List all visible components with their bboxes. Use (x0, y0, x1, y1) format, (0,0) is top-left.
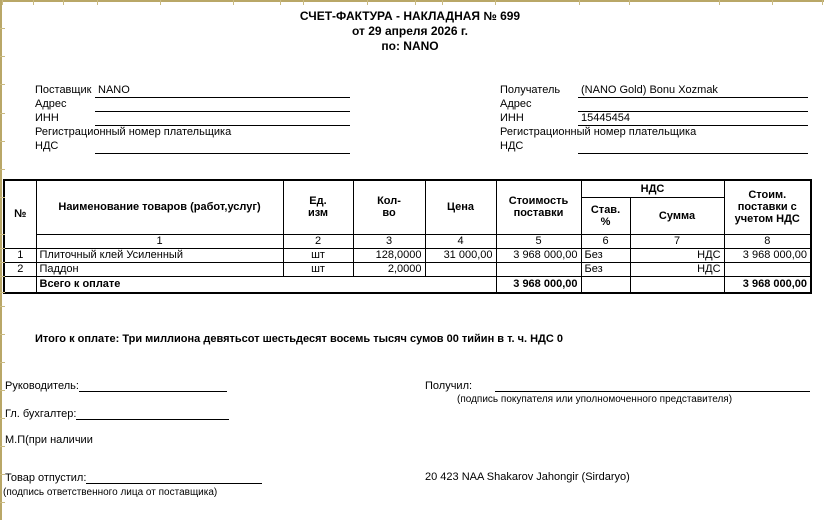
accountant-signature-row (5, 407, 229, 420)
grid-tick (0, 446, 5, 447)
grid-tick (0, 502, 5, 503)
grid-tick (719, 0, 720, 5)
item-vat-sum: НДС (630, 262, 724, 276)
grid-tick (579, 0, 580, 5)
col-num-3: 3 (353, 234, 425, 248)
grid-tick (63, 0, 64, 5)
grid-tick (415, 0, 416, 5)
item-qty: 2,0000 (353, 262, 425, 276)
director-signature-row (5, 379, 227, 392)
grid-tick (33, 0, 34, 5)
col-header-vat-sum: Сумма (630, 197, 724, 234)
item-vat-rate: Без (581, 248, 630, 262)
item-row (4, 262, 811, 276)
receiver-address-field (578, 98, 808, 112)
supplier-address-label: Адрес (35, 98, 67, 110)
grid-tick (280, 0, 281, 5)
grid-tick (0, 390, 5, 391)
receiver-reg-label: Регистрационный номер плательщика (500, 126, 697, 138)
item-unit: шт (283, 262, 353, 276)
receiver-label: Получатель (500, 84, 561, 96)
item-total: 3 968 000,00 (724, 248, 811, 262)
supplier-block (35, 84, 350, 154)
director-label: Руководитель: (5, 380, 79, 392)
item-total (724, 262, 811, 276)
item-unit: шт (283, 248, 353, 262)
stamp-row (5, 434, 101, 446)
supplier-inn-label: ИНН (35, 112, 59, 124)
grid-tick (822, 0, 823, 5)
releaser-name: 20 423 NAA Shakarov Jahongir (Sirdaryo) (425, 471, 630, 483)
invoice-title-block (0, 9, 820, 54)
received-signature-row (425, 379, 810, 392)
col-num-5: 5 (496, 234, 581, 248)
receiver-vat-field (578, 140, 808, 154)
grid-tick (0, 28, 5, 29)
grid-tick (0, 197, 5, 198)
column-number-row (4, 234, 811, 248)
supplier-address-field (95, 98, 350, 112)
grid-tick (0, 169, 5, 170)
grid-tick (0, 248, 5, 249)
director-signature-line (79, 379, 227, 392)
supplier-label: Поставщик (35, 84, 92, 96)
grid-tick (0, 306, 5, 307)
total-row-num-cell (4, 276, 36, 293)
grid-tick (0, 113, 5, 114)
col-num-1: 1 (36, 234, 283, 248)
grid-tick (0, 418, 5, 419)
grid-tick (772, 0, 773, 5)
col-header-amount: Стоимость поставки (496, 180, 581, 234)
col-header-vat-rate: Став. % (581, 197, 630, 234)
invoice-warehouse: по: NANO (381, 39, 439, 53)
item-vat-rate: Без (581, 262, 630, 276)
released-signature-line (86, 471, 262, 484)
grid-tick (495, 0, 496, 5)
grid-tick (303, 0, 304, 5)
col-header-unit: Ед. изм (283, 180, 353, 234)
grid-tick (0, 276, 5, 277)
col-header-vat-group: НДС (581, 180, 724, 197)
total-row-label: Всего к оплате (36, 276, 496, 293)
col-num-4: 4 (425, 234, 496, 248)
received-caption: (подпись покупателя или уполномоченного представителя) (457, 394, 733, 405)
grid-tick (0, 334, 5, 335)
col-num-8: 8 (724, 234, 811, 248)
item-price (425, 262, 496, 276)
receiver-inn-field: 15445454 (578, 112, 808, 126)
receiver-vat-label: НДС (500, 140, 524, 152)
supplier-vat-label: НДС (35, 140, 59, 152)
col-header-price: Цена (425, 180, 496, 234)
col-num-6: 6 (581, 234, 630, 248)
grid-tick (0, 234, 5, 235)
total-in-words: Итого к оплате: Три миллиона девятьсот шестьдесят восемь тысяч сумов 00 тийин в т. ч. НДС 0 (35, 333, 564, 345)
accountant-label: Гл. бухгалтер: (5, 408, 77, 420)
item-amount (496, 262, 581, 276)
received-signature-line (495, 379, 810, 392)
receiver-name-field: (NANO Gold) Bonu Xozmak (578, 84, 808, 98)
col-header-total: Стоим. поставки с учетом НДС (724, 180, 811, 234)
grid-tick (0, 292, 5, 293)
item-qty: 128,0000 (353, 248, 425, 262)
item-price: 31 000,00 (425, 248, 496, 262)
col-header-no: № (4, 180, 36, 248)
grid-tick (97, 0, 98, 5)
total-vat-sum-cell (630, 276, 724, 293)
col-num-7: 7 (630, 234, 724, 248)
total-row (4, 276, 811, 293)
sheet-top-border (0, 0, 824, 2)
supplier-name-field: NANO (95, 84, 350, 98)
item-num: 1 (4, 248, 36, 262)
received-label: Получил: (425, 380, 473, 392)
grid-tick (0, 474, 5, 475)
total-with-vat: 3 968 000,00 (724, 276, 811, 293)
released-signature-row (5, 471, 262, 484)
col-header-name: Наименование товаров (работ,услуг) (36, 180, 283, 234)
grid-tick (0, 56, 5, 57)
grid-tick (2, 0, 3, 5)
released-caption: (подпись ответственного лица от поставщика) (3, 487, 218, 498)
item-name: Плиточный клей Усиленный (36, 248, 283, 262)
item-num: 2 (4, 262, 36, 276)
invoice-date: от 29 апреля 2026 г. (352, 24, 468, 38)
grid-tick (0, 141, 5, 142)
receiver-block (500, 84, 808, 154)
grid-tick (367, 0, 368, 5)
grid-tick (442, 0, 443, 5)
item-row (4, 248, 811, 262)
accountant-signature-line (76, 407, 229, 420)
item-name: Паддон (36, 262, 283, 276)
col-num-2: 2 (283, 234, 353, 248)
receiver-inn-label: ИНН (500, 112, 524, 124)
grid-tick (0, 262, 5, 263)
invoice-title: СЧЕТ-ФАКТУРА - НАКЛАДНАЯ № 699 (299, 9, 521, 23)
receiver-address-label: Адрес (500, 98, 532, 110)
sheet-left-border (0, 0, 2, 520)
grid-tick (160, 0, 161, 5)
supplier-inn-field (95, 112, 350, 126)
total-vat-rate-cell (581, 276, 630, 293)
supplier-reg-label: Регистрационный номер плательщика (35, 126, 232, 138)
supplier-vat-field (95, 140, 350, 154)
total-amount: 3 968 000,00 (496, 276, 581, 293)
released-label: Товар отпустил: (5, 472, 87, 484)
grid-tick (0, 84, 5, 85)
col-header-qty: Кол-во (353, 180, 425, 234)
grid-tick (233, 0, 234, 5)
items-table (3, 179, 812, 294)
grid-tick (0, 362, 5, 363)
item-vat-sum: НДС (630, 248, 724, 262)
stamp-label: М.П(при наличии (5, 434, 93, 446)
item-amount: 3 968 000,00 (496, 248, 581, 262)
grid-tick (629, 0, 630, 5)
